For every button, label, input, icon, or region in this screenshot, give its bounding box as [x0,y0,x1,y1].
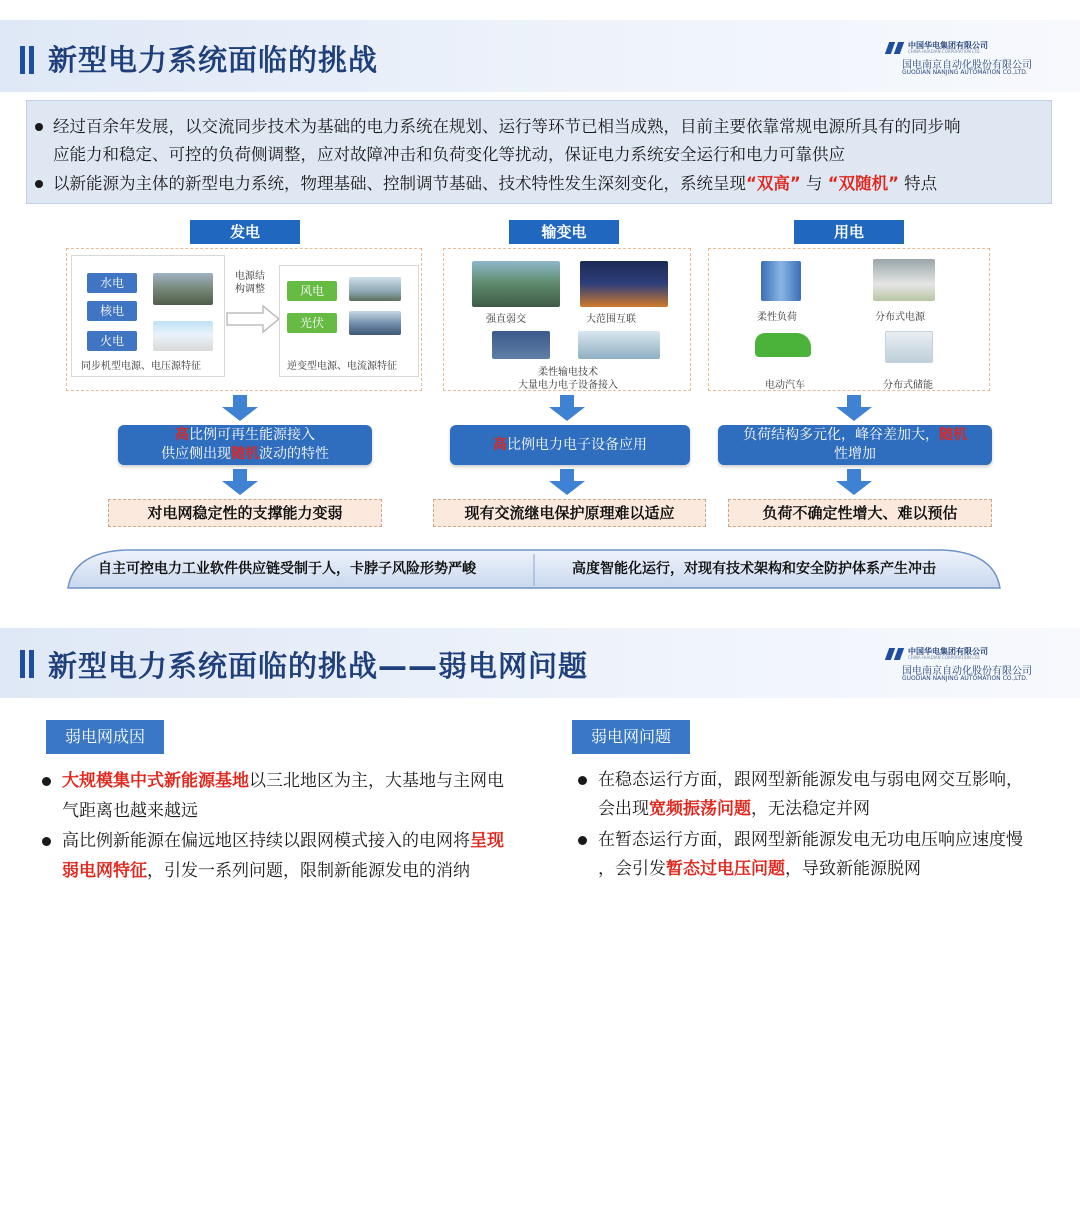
impact-box-consumption [718,425,992,465]
highlight-gao: 高 [493,436,507,453]
panel-consumption [708,248,990,391]
tag-hydro: 水电 [87,273,137,293]
impact-box-generation [118,425,372,465]
caption-electric-car: 电动汽车 [765,380,805,391]
intro-b2-end: 特点 [898,174,938,193]
impact-gen-line2a: 供应侧出现 [161,446,231,462]
problem-b1-line2 [598,794,870,824]
title-bars-icon [20,650,36,678]
solar-farm-image [349,311,401,335]
logo-line1: 中国华电集团有限公司 [908,647,988,656]
problem-b2-a: ，会引发 [598,859,666,879]
logo-line1: 中国华电集团有限公司 [908,41,988,50]
logo-line2: 国电南京自动化股份有限公司 [902,666,1032,677]
flexible-transmission-image [492,331,550,359]
building-image [761,261,801,301]
base-right-text: 高度智能化运行，对现有技术架构和安全防护体系产生冲击 [572,561,936,577]
inverter-caption: 逆变型电源、电流源特征 [287,361,397,372]
bullet-dot [42,837,51,846]
problem-b2-line2 [598,854,921,884]
quote-close: ” [888,174,899,193]
slide-title: 新型电力系统面临的挑战 [48,43,379,77]
tag-wind: 风电 [287,281,337,301]
arrow-down-icon [222,469,258,495]
structure-adjust-caption-1: 电源结 [235,271,265,282]
logo-line3: GUODIAN NANJING AUTOMATION CO.,LTD. [902,675,1028,682]
caption-distributed-source: 分布式电源 [875,312,925,323]
caption-strong-dc: 强直弱交 [486,314,526,325]
intro-b2-a: 以新能源为主体的新型电力系统，物理基础、控制调节基础、技术特性发生深刻变化，系统呈现 [53,174,746,193]
converter-station-image [472,261,560,307]
section-head-problems: 弱电网问题 [572,720,690,754]
panel-generation [66,248,422,391]
arrow-down-icon [549,395,585,421]
section-head-causes: 弱电网成因 [46,720,164,754]
hydro-dam-image [153,273,213,305]
slide-header [0,20,1080,92]
result-consumption: 负荷不确定性增大、难以预估 [728,499,992,527]
result-generation: 对电网稳定性的支撑能力变弱 [108,499,382,527]
bullet-dot [42,777,51,786]
wind-farm-image [349,277,401,301]
slide-title: 新型电力系统面临的挑战——弱电网问题 [48,649,589,683]
logo-mark-icon [884,42,906,54]
cause-b1-line2: 气距离也越来越远 [62,801,198,821]
problem-b1-a: 会出现 [598,799,649,819]
quote-close: ” [789,174,801,193]
structure-arrow-icon [225,304,281,334]
city-grid-image [580,261,668,307]
highlight-suiji: 随机 [231,446,259,462]
cause-b2-a: 高比例新能源在偏远地区持续以跟网模式接入的电网将 [62,831,470,851]
intro-bullet-1-line1: 经过百余年发展，以交流同步技术为基础的电力系统在规划、运行等环节已相当成熟，目前主要依靠常规电源所具有的同步响 [53,117,961,136]
title-bars-icon [20,46,36,74]
highlight-overvoltage: 暂态过电压问题 [666,859,785,879]
highlight-gao: 高 [175,427,189,443]
highlight-shuanggao: 双高 [756,174,790,193]
arrow-down-icon [836,469,872,495]
caption-flexible-load: 柔性负荷 [757,312,797,323]
slide-2 [0,628,1080,1212]
impact-cons-line2: 性增加 [834,446,876,462]
highlight-shuangsuiji: 双随机 [838,174,889,193]
electric-car-image [755,333,811,357]
slide-header [0,628,1080,698]
problem-b1-b: ，无法稳定并网 [751,799,870,819]
cause-b2-b: ，引发一系列问题，限制新能源发电的消纳 [147,861,470,881]
arrow-down-icon [222,395,258,421]
impact-box-transmission [450,425,690,465]
bullet-dot [578,836,587,845]
highlight-oscillation: 宽频振荡问题 [649,799,751,819]
company-logo [884,646,1054,686]
intro-b2-mid: 与 [800,174,828,193]
intro-box [26,100,1052,204]
cause-b1-line1 [62,766,504,796]
impact-trans-line: 比例电力电子设备应用 [507,436,647,453]
power-electronics-image [578,331,660,359]
panel-transmission [443,248,691,391]
quote-open: “ [827,174,839,193]
col-head-consumption: 用电 [794,220,904,244]
house-solar-image [873,259,935,301]
bullet-dot [35,123,43,131]
base-banner [66,546,1002,590]
result-transmission: 现有交流继电保护原理难以适应 [433,499,706,527]
thermal-plant-image [153,321,213,351]
problem-b2-b: ，导致新能源脱网 [785,859,921,879]
logo-line1-en: CHINA HUADIAN CORPORATION LTD. [908,655,981,660]
quote-open: “ [746,174,757,193]
tag-nuclear: 核电 [87,301,137,321]
impact-gen-line1: 比例可再生能源接入 [189,427,315,443]
structure-adjust-caption-2: 构调整 [235,284,265,295]
caption-flexible-1: 柔性输电技术 [538,367,598,378]
impact-gen-line2b: 波动的特性 [259,446,329,462]
intro-bullet-2-text [53,170,937,198]
logo-mark-icon [884,648,906,660]
base-left-text: 自主可控电力工业软件供应链受制于人，卡脖子风险形势严峻 [98,561,476,577]
synchronous-caption: 同步机型电源、电压源特征 [81,361,201,372]
highlight-chengxian: 呈现 [470,831,504,851]
col-head-transmission: 输变电 [509,220,619,244]
tag-solar: 光伏 [287,313,337,333]
col-head-generation: 发电 [190,220,300,244]
arrow-down-icon [836,395,872,421]
caption-wide-interconnect: 大范围互联 [586,314,636,325]
problem-b2-line1: 在暂态运行方面，跟网型新能源发电无功电压响应速度慢 [598,830,1023,850]
problem-b1-line1: 在稳态运行方面，跟网型新能源发电与弱电网交互影响， [598,770,1023,790]
cause-b2-line1 [62,826,504,856]
cause-b2-line2 [62,856,470,886]
company-logo [884,40,1054,80]
arrow-down-icon [549,469,585,495]
logo-line1-en: CHINA HUADIAN CORPORATION LTD. [908,49,981,54]
bullet-dot [578,776,587,785]
highlight-large-base: 大规模集中式新能源基地 [62,771,249,791]
caption-storage: 分布式储能 [883,380,933,391]
cause-b1-a: 以三北地区为主，大基地与主网电 [249,771,504,791]
tag-thermal: 火电 [87,331,137,351]
storage-image [885,331,933,363]
slide-1 [0,0,1080,600]
impact-cons-line1: 负荷结构多元化，峰谷差加大， [743,427,939,443]
highlight-suiji: 随机 [939,427,967,443]
bullet-dot [35,180,43,188]
logo-line2: 国电南京自动化股份有限公司 [902,60,1032,71]
caption-flexible-2: 大量电力电子设备接入 [518,380,618,391]
logo-line3: GUODIAN NANJING AUTOMATION CO.,LTD. [902,69,1028,76]
intro-bullet-1-line2: 应能力和稳定、可控的负荷侧调整，应对故障冲击和负荷变化等扰动，保证电力系统安全运行和电力可靠供应 [53,145,845,164]
highlight-weak-grid: 弱电网特征 [62,861,147,881]
